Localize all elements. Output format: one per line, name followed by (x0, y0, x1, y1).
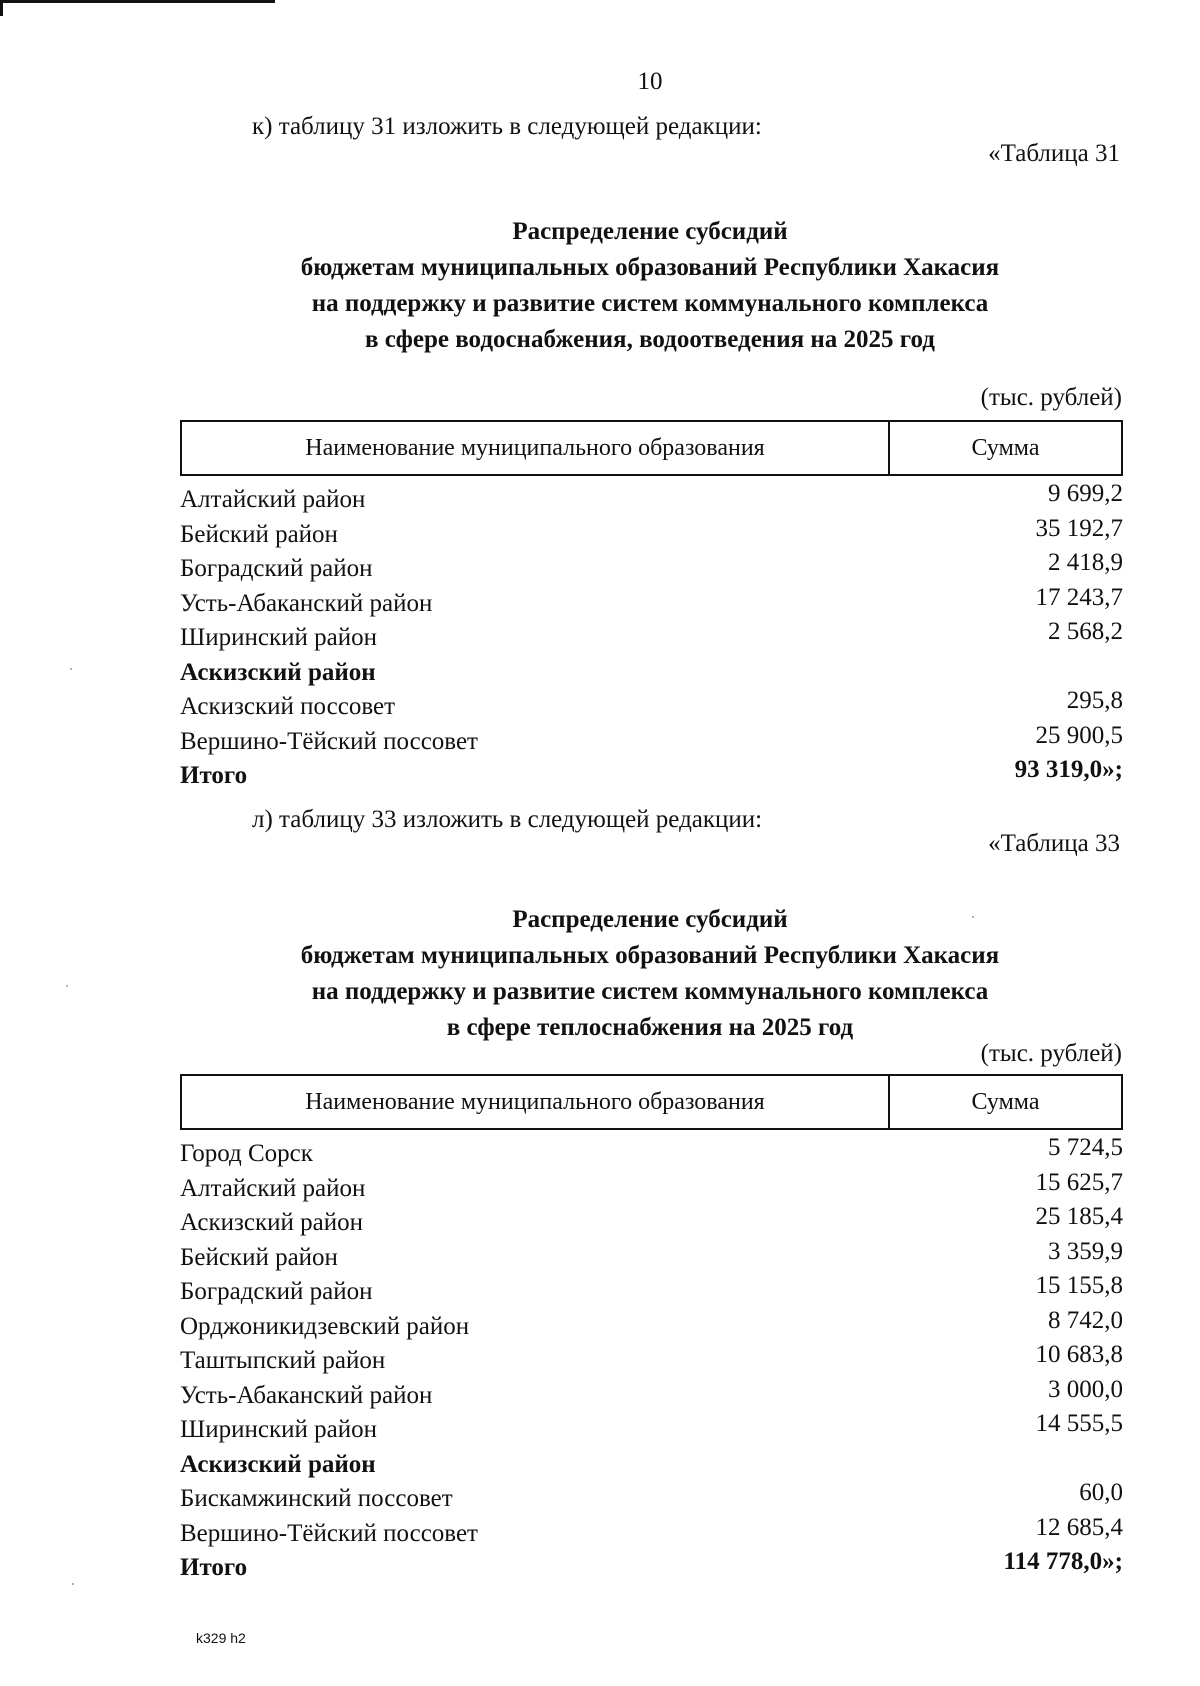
table-row (180, 1203, 1123, 1238)
row-value: 14 555,5 (1035, 1410, 1123, 1437)
column-header-name: Наименование муниципального образования (182, 422, 890, 474)
scan-edge-mark-vertical (0, 0, 3, 16)
page-number: 10 (637, 68, 663, 95)
heading-line: бюджетам муниципальных образований Республики Хакасия (300, 254, 1000, 281)
row-value: 15 155,8 (1035, 1272, 1123, 1299)
row-name: Усть-Абаканский район (180, 1381, 433, 1409)
table-row (180, 1479, 1123, 1514)
table-row-total (180, 1548, 1123, 1583)
section-k-table-label: «Таблица 31 (988, 140, 1120, 167)
heading-line: в сфере водоснабжения, водоотведения на 2025 год (365, 326, 935, 353)
section-l-instruction: л) таблицу 33 изложить в следующей редакции: (252, 806, 763, 833)
table-row (180, 549, 1123, 584)
row-name: Итого (180, 762, 248, 789)
section-k-instruction: к) таблицу 31 изложить в следующей редакции: (252, 113, 762, 140)
table-row (180, 1514, 1123, 1549)
table-row (180, 1307, 1123, 1342)
row-name: Город Сорск (180, 1140, 313, 1167)
heading-line: на поддержку и развитие систем коммунального комплекса (311, 290, 989, 317)
table-row (180, 1376, 1123, 1411)
footer-document-code: k329 h2 (196, 1630, 246, 1646)
row-value: 15 625,7 (1035, 1168, 1123, 1196)
table-row (180, 1134, 1123, 1169)
section-k-units: (тыс. рублей) (980, 384, 1122, 411)
row-value: 60,0 (1079, 1479, 1123, 1506)
table-row (180, 515, 1123, 550)
row-value: 35 192,7 (1035, 514, 1123, 542)
row-name: Таштыпский район (180, 1347, 386, 1374)
heading-line: на поддержку и развитие систем коммунального комплекса (311, 978, 989, 1005)
row-name: Вершино-Тёйский поссовет (180, 727, 478, 755)
row-name: Бейский район (180, 1243, 338, 1271)
row-name: Аскизский поссовет (180, 693, 396, 720)
row-value: 2 568,2 (1048, 618, 1123, 645)
row-name: Ширинский район (180, 1416, 377, 1443)
row-name: Алтайский район (180, 1174, 366, 1202)
section-l-units: (тыс. рублей) (980, 1040, 1122, 1067)
row-name: Бейский район (180, 520, 338, 548)
row-name: Вершино-Тёйский поссовет (180, 1519, 478, 1547)
row-name: Алтайский район (180, 486, 366, 513)
table-row (180, 1272, 1123, 1307)
section-k-table-header (180, 420, 1123, 476)
section-l-table-header (180, 1074, 1123, 1130)
column-header-sum: Сумма (971, 1088, 1040, 1115)
row-value: 25 900,5 (1035, 721, 1123, 749)
row-name: Аскизский район (180, 1209, 364, 1236)
row-value: 295,8 (1066, 687, 1123, 714)
row-value: 25 185,4 (1035, 1203, 1123, 1230)
row-name: Ширинский район (180, 624, 377, 651)
row-value: 2 418,9 (1048, 549, 1123, 576)
heading-line: в сфере теплоснабжения на 2025 год (446, 1014, 854, 1041)
section-k-table-body (180, 480, 1123, 791)
row-name: Бискамжинский поссовет (180, 1485, 453, 1512)
row-value: 3 359,9 (1048, 1237, 1123, 1265)
table-row (180, 1169, 1123, 1204)
row-value: 12 685,4 (1035, 1513, 1123, 1541)
heading-line: Распределение субсидий (512, 906, 788, 933)
section-l-table-body (180, 1134, 1123, 1583)
row-name: Итого (180, 1554, 248, 1581)
column-header-sum: Сумма (971, 434, 1040, 461)
row-value: 93 319,0»; (1014, 756, 1123, 783)
column-header-name: Наименование муниципального образования (182, 1076, 890, 1128)
row-name: Боградский район (180, 555, 373, 582)
table-row (180, 480, 1123, 515)
row-value: 3 000,0 (1048, 1375, 1123, 1403)
row-name: Усть-Абаканский район (180, 589, 433, 617)
row-value: 10 683,8 (1035, 1341, 1123, 1368)
table-row (180, 1238, 1123, 1273)
table-row (180, 1410, 1123, 1445)
table-row (180, 584, 1123, 619)
row-value: 5 724,5 (1048, 1134, 1123, 1161)
table-row (180, 722, 1123, 757)
row-name: Орджоникидзевский район (180, 1312, 470, 1340)
scan-speck (70, 668, 72, 670)
section-l-table-label: «Таблица 33 (988, 830, 1120, 857)
table-row-total (180, 756, 1123, 791)
section-l-heading (200, 902, 1100, 1046)
row-value: 114 778,0»; (1003, 1548, 1123, 1575)
row-value: 9 699,2 (1048, 480, 1123, 507)
heading-line: бюджетам муниципальных образований Республики Хакасия (300, 942, 1000, 969)
section-k-heading (200, 214, 1100, 358)
scan-speck (66, 985, 68, 987)
scan-speck (72, 1583, 74, 1585)
table-row-group-header (180, 653, 1123, 688)
table-row (180, 1341, 1123, 1376)
heading-line: Распределение субсидий (512, 218, 788, 245)
table-row-group-header (180, 1445, 1123, 1480)
row-name: Аскизский район (180, 658, 376, 686)
table-row (180, 618, 1123, 653)
row-value: 17 243,7 (1035, 583, 1123, 611)
row-name: Боградский район (180, 1278, 373, 1305)
scan-edge-mark (0, 0, 275, 3)
table-row (180, 687, 1123, 722)
row-value: 8 742,0 (1048, 1306, 1123, 1334)
row-name: Аскизский район (180, 1450, 376, 1478)
